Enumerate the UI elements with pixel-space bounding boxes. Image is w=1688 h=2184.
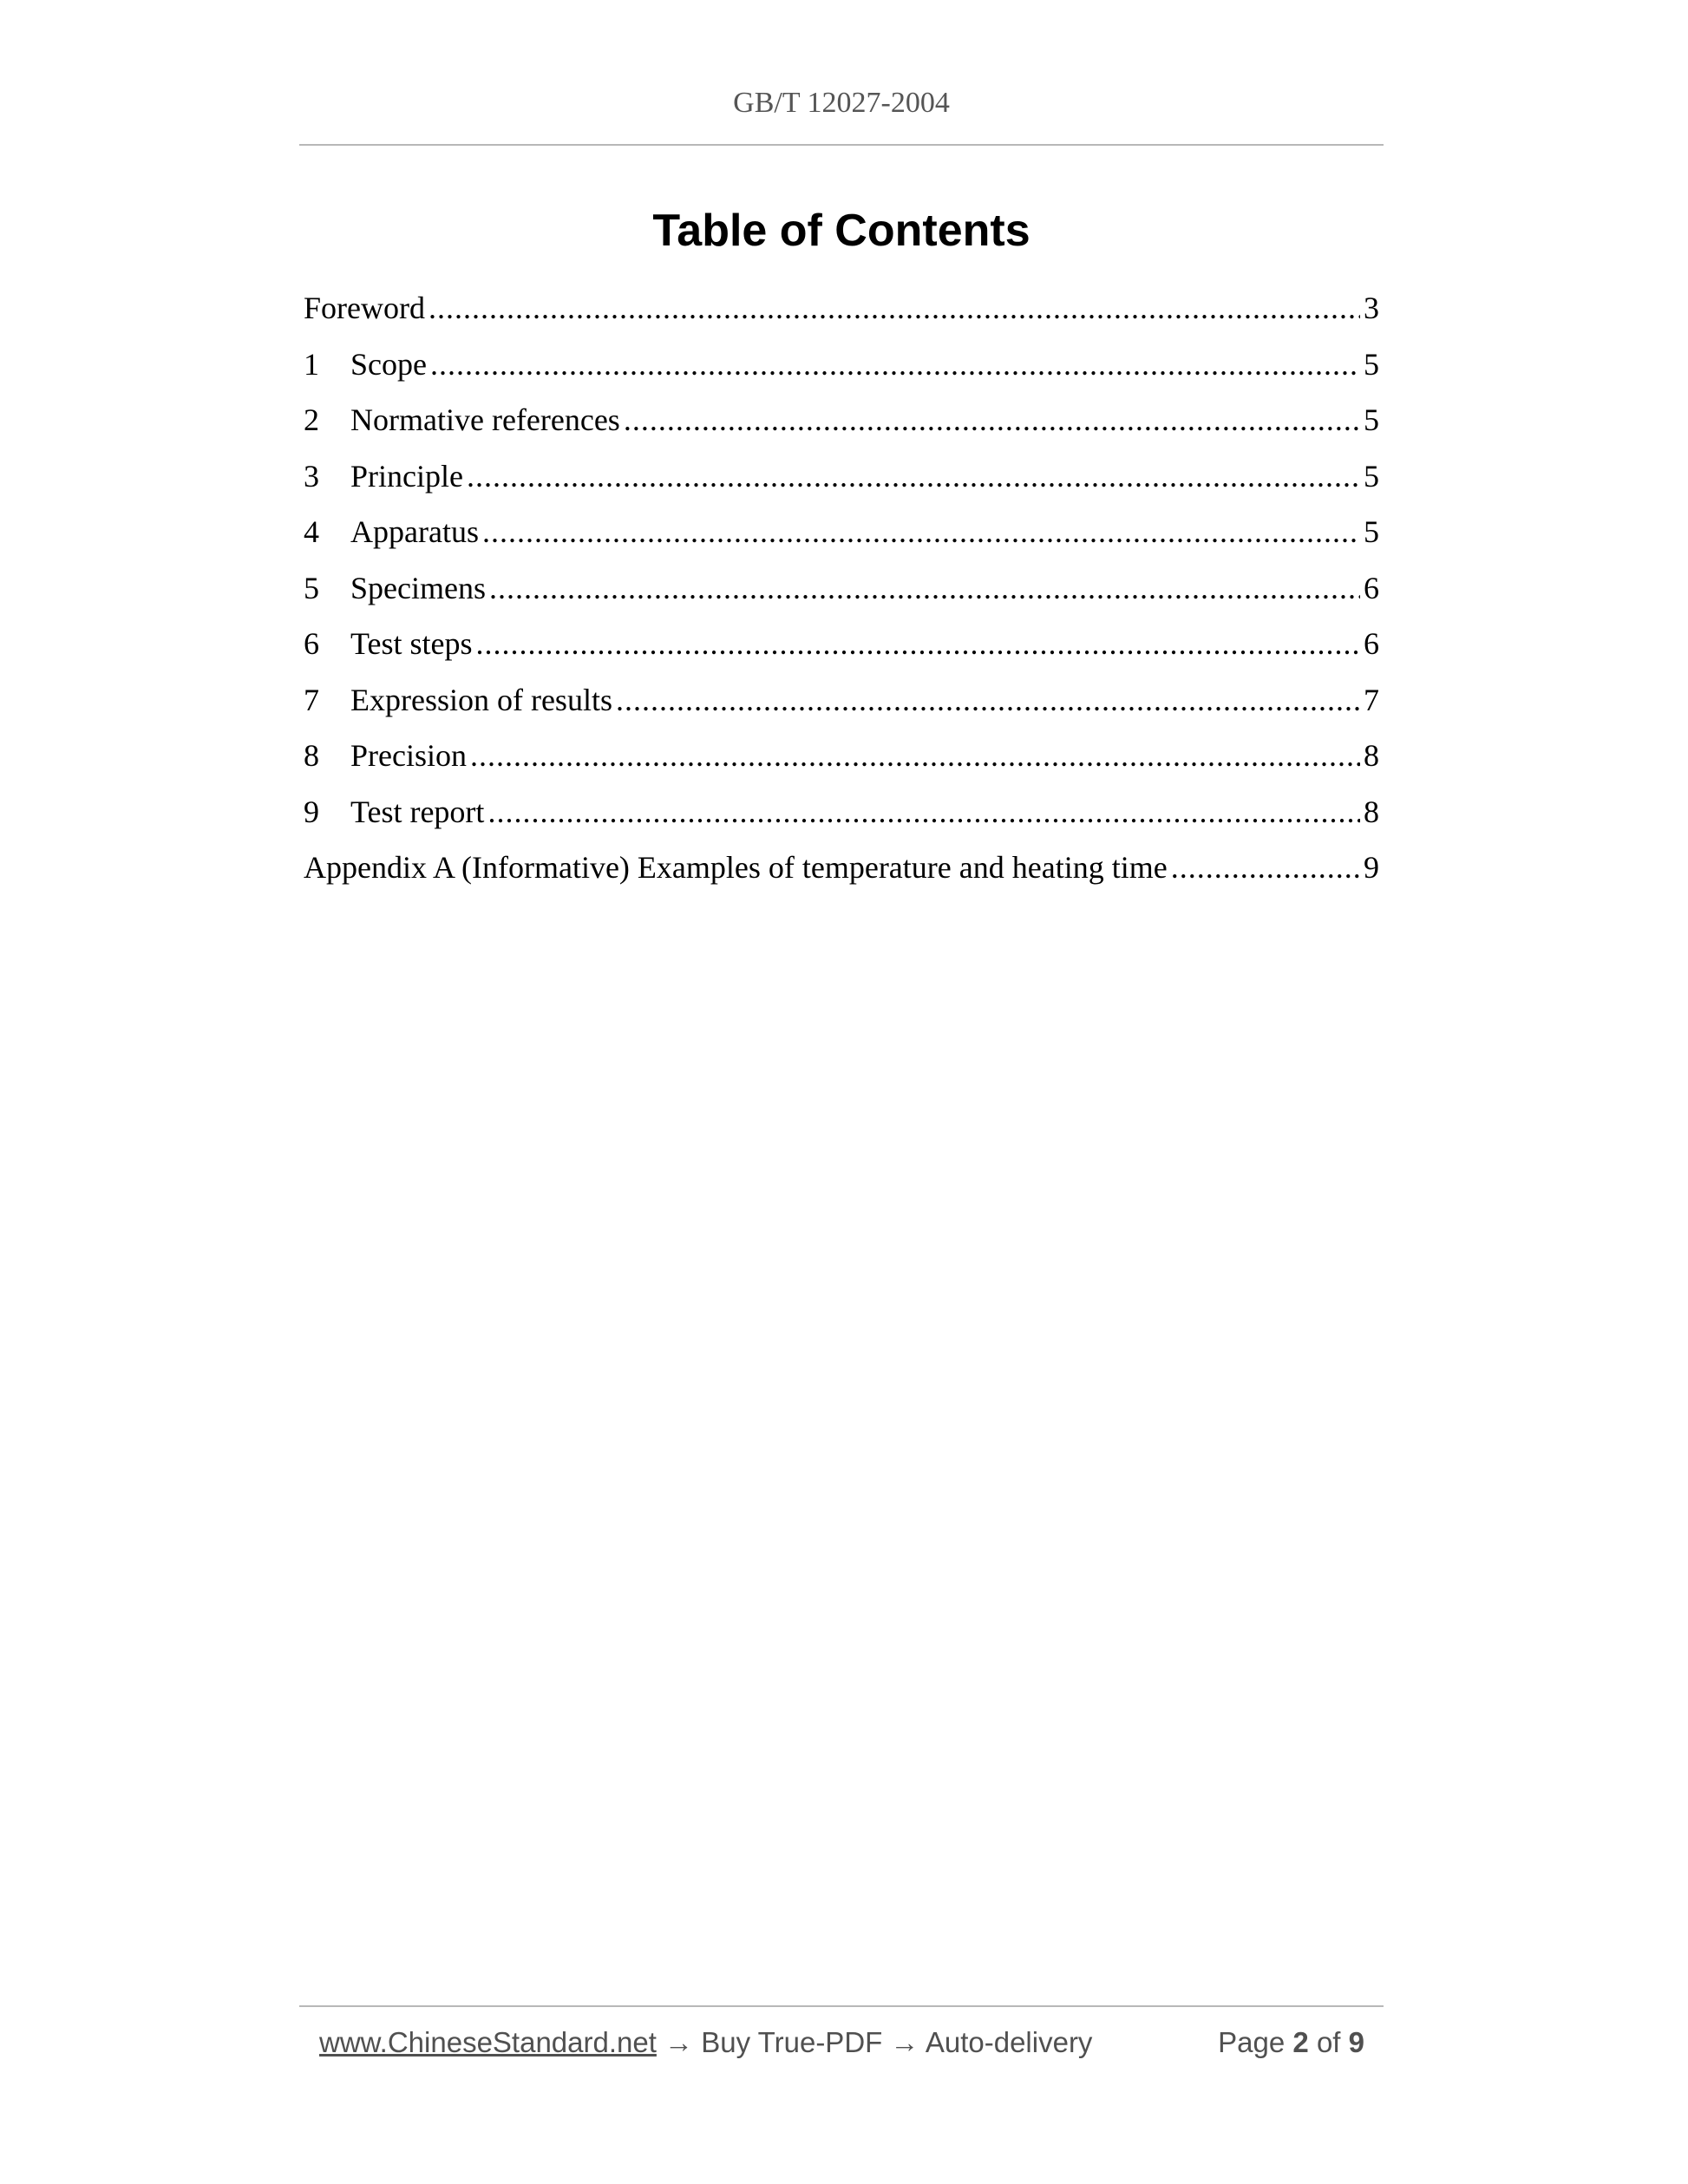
current-page: 2: [1292, 2026, 1309, 2058]
toc-entry-scope[interactable]: [304, 343, 1379, 399]
toc-entry-title: Test steps: [350, 626, 473, 661]
toc-entry-page: 5: [1364, 514, 1379, 549]
toc-entry-page: 8: [1364, 794, 1379, 829]
toc-entry-title: Foreword: [304, 291, 425, 325]
toc-dot-leader: [616, 678, 1360, 722]
arrow-right-icon: →: [664, 2026, 694, 2058]
toc-entry-appendix-a[interactable]: [304, 846, 1379, 902]
toc-dot-leader: [430, 343, 1360, 386]
table-of-contents: [304, 286, 1379, 902]
toc-entry-page: 9: [1364, 850, 1379, 885]
toc-entry-page: 7: [1364, 682, 1379, 717]
page-label: Page: [1218, 2026, 1286, 2058]
toc-entry-title: Precision: [350, 738, 467, 773]
toc-dot-leader: [1171, 846, 1360, 889]
toc-dot-leader: [475, 622, 1360, 665]
toc-dot-leader: [624, 398, 1360, 441]
toc-entry-expression-of-results[interactable]: [304, 678, 1379, 735]
footer-divider: [299, 2005, 1384, 2007]
arrow-right-icon: →: [890, 2026, 919, 2058]
toc-entry-number: 9: [304, 794, 319, 829]
toc-entry-principle[interactable]: [304, 454, 1379, 511]
toc-entry-page: 5: [1364, 458, 1379, 494]
toc-entry-test-steps[interactable]: [304, 622, 1379, 678]
toc-entry-title: Appendix A (Informative) Examples of temperature and heating time: [304, 850, 1168, 885]
toc-entry-title: Apparatus: [350, 514, 479, 549]
auto-delivery-text: Auto-delivery: [925, 2026, 1093, 2058]
toc-entry-title: Specimens: [350, 570, 486, 605]
toc-entry-number: 8: [304, 738, 319, 773]
toc-entry-page: 3: [1364, 291, 1379, 325]
toc-entry-number: 7: [304, 682, 319, 717]
toc-dot-leader: [470, 734, 1360, 777]
toc-entry-title: Normative references: [350, 402, 620, 437]
toc-entry-test-report[interactable]: [304, 790, 1379, 847]
toc-entry-number: 1: [304, 346, 319, 382]
header-divider: [299, 144, 1384, 146]
running-header: GB/T 12027-2004: [733, 87, 950, 119]
toc-entry-number: 3: [304, 458, 319, 494]
buy-true-pdf-text: Buy True-PDF: [701, 2026, 883, 2058]
toc-entry-title: Principle: [350, 458, 463, 494]
toc-entry-apparatus[interactable]: [304, 510, 1379, 566]
toc-entry-title: Expression of results: [350, 682, 612, 717]
page-title: Table of Contents: [652, 206, 1030, 256]
toc-entry-number: 2: [304, 402, 319, 437]
toc-entry-page: 8: [1364, 738, 1379, 773]
toc-dot-leader: [467, 454, 1360, 498]
page-number: [1218, 2026, 1364, 2059]
toc-dot-leader: [429, 286, 1360, 330]
toc-dot-leader: [489, 566, 1360, 610]
toc-entry-title: Scope: [350, 346, 427, 382]
toc-entry-page: 5: [1364, 402, 1379, 437]
toc-entry-number: 5: [304, 570, 319, 605]
toc-dot-leader: [487, 790, 1360, 834]
toc-entry-page: 6: [1364, 570, 1379, 605]
page-of-label: of: [1316, 2026, 1341, 2058]
toc-entry-specimens[interactable]: [304, 566, 1379, 623]
website-link[interactable]: www.ChineseStandard.net: [319, 2026, 657, 2058]
total-pages: 9: [1348, 2026, 1364, 2058]
toc-entry-foreword[interactable]: [304, 286, 1379, 343]
toc-entry-normative-references[interactable]: [304, 398, 1379, 454]
toc-entry-number: 4: [304, 514, 319, 549]
page-footer: [319, 2026, 1364, 2059]
toc-entry-precision[interactable]: [304, 734, 1379, 790]
toc-entry-page: 6: [1364, 626, 1379, 661]
toc-entry-number: 6: [304, 626, 319, 661]
toc-dot-leader: [482, 510, 1360, 553]
toc-entry-title: Test report: [350, 794, 485, 829]
toc-entry-page: 5: [1364, 346, 1379, 382]
